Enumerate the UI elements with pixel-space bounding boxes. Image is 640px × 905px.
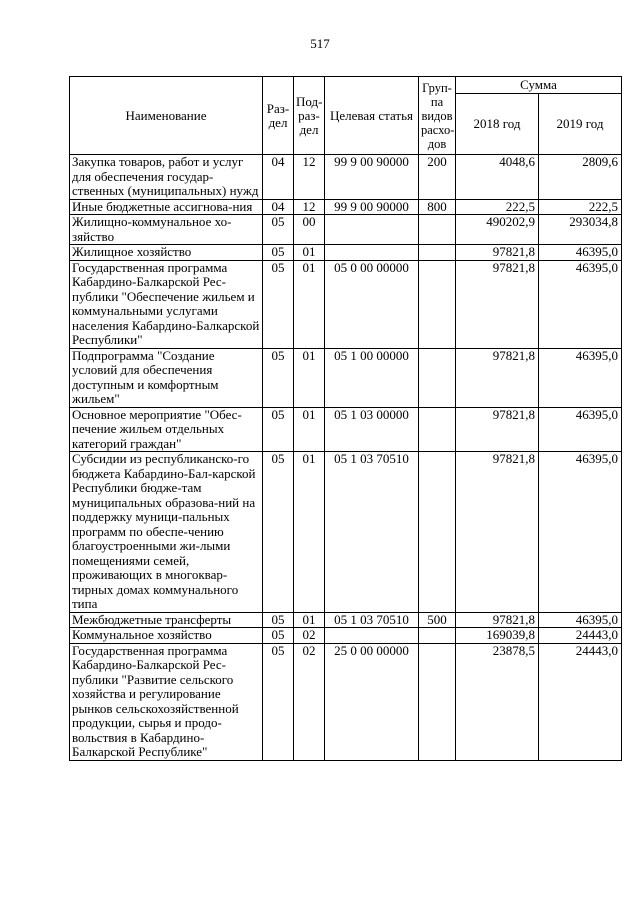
row-subsection: 12 <box>294 155 325 200</box>
page-number: 517 <box>310 36 330 51</box>
table-row <box>70 199 622 215</box>
row-sum-2018: 97821,8 <box>456 245 539 261</box>
row-sum-2019: 46395,0 <box>539 452 622 613</box>
row-subsection: 12 <box>294 199 325 215</box>
row-expense-group: 800 <box>419 199 456 215</box>
row-section: 05 <box>263 245 294 261</box>
row-sum-2018: 490202,9 <box>456 215 539 245</box>
row-target-article: 99 9 00 90000 <box>325 199 419 215</box>
table-body <box>70 155 622 761</box>
row-name: Государственная программа Кабардино-Балкарской Рес-публики "Обеспечение жильем и коммунальными услугами населения Кабардино-Балкарской Республики" <box>70 260 263 348</box>
row-name: Иные бюджетные ассигнова-ния <box>70 199 263 215</box>
table-row <box>70 348 622 407</box>
row-section: 05 <box>263 452 294 613</box>
budget-table <box>69 76 622 761</box>
row-target-article <box>325 215 419 245</box>
row-name: Закупка товаров, работ и услуг для обеспечения государ-ственных (муниципальных) нужд <box>70 155 263 200</box>
row-section: 05 <box>263 612 294 628</box>
row-target-article: 05 1 03 00000 <box>325 407 419 452</box>
row-section: 04 <box>263 155 294 200</box>
row-section: 05 <box>263 643 294 760</box>
row-sum-2019: 24443,0 <box>539 643 622 760</box>
row-sum-2018: 97821,8 <box>456 452 539 613</box>
row-section: 05 <box>263 348 294 407</box>
row-sum-2018: 4048,6 <box>456 155 539 200</box>
row-sum-2019: 46395,0 <box>539 245 622 261</box>
row-target-article: 05 0 00 00000 <box>325 260 419 348</box>
row-expense-group: 200 <box>419 155 456 200</box>
header-target-article: Целевая статья <box>325 77 419 155</box>
row-sum-2018: 97821,8 <box>456 612 539 628</box>
row-section: 05 <box>263 628 294 644</box>
row-sum-2018: 23878,5 <box>456 643 539 760</box>
row-target-article <box>325 628 419 644</box>
row-subsection: 01 <box>294 260 325 348</box>
header-expense-group: Груп-па видов расхо-дов <box>419 77 456 155</box>
row-name: Коммунальное хозяйство <box>70 628 263 644</box>
row-section: 04 <box>263 199 294 215</box>
row-sum-2019: 46395,0 <box>539 612 622 628</box>
row-sum-2018: 97821,8 <box>456 348 539 407</box>
row-subsection: 01 <box>294 612 325 628</box>
header-section: Раз-дел <box>263 77 294 155</box>
row-name: Жилищно-коммунальное хо-зяйство <box>70 215 263 245</box>
row-name: Межбюджетные трансферты <box>70 612 263 628</box>
row-expense-group <box>419 407 456 452</box>
row-subsection: 00 <box>294 215 325 245</box>
row-target-article: 05 1 03 70510 <box>325 612 419 628</box>
row-expense-group <box>419 215 456 245</box>
row-expense-group <box>419 452 456 613</box>
row-sum-2019: 2809,6 <box>539 155 622 200</box>
row-name: Жилищное хозяйство <box>70 245 263 261</box>
table-row <box>70 260 622 348</box>
row-sum-2018: 169039,8 <box>456 628 539 644</box>
table-row <box>70 643 622 760</box>
header-year-2019: 2019 год <box>539 94 622 155</box>
row-subsection: 01 <box>294 348 325 407</box>
header-name: Наименование <box>70 77 263 155</box>
row-sum-2018: 222,5 <box>456 199 539 215</box>
row-sum-2019: 46395,0 <box>539 260 622 348</box>
row-section: 05 <box>263 260 294 348</box>
row-sum-2018: 97821,8 <box>456 260 539 348</box>
row-sum-2018: 97821,8 <box>456 407 539 452</box>
row-subsection: 02 <box>294 643 325 760</box>
row-expense-group <box>419 260 456 348</box>
row-subsection: 01 <box>294 245 325 261</box>
row-sum-2019: 46395,0 <box>539 348 622 407</box>
row-expense-group <box>419 643 456 760</box>
row-subsection: 02 <box>294 628 325 644</box>
table-row <box>70 155 622 200</box>
row-sum-2019: 24443,0 <box>539 628 622 644</box>
row-target-article: 99 9 00 90000 <box>325 155 419 200</box>
row-subsection: 01 <box>294 407 325 452</box>
header-year-2018: 2018 год <box>456 94 539 155</box>
row-sum-2019: 46395,0 <box>539 407 622 452</box>
table-row <box>70 628 622 644</box>
row-section: 05 <box>263 407 294 452</box>
table-row <box>70 245 622 261</box>
row-expense-group <box>419 628 456 644</box>
row-sum-2019: 293034,8 <box>539 215 622 245</box>
row-name: Основное мероприятие "Обес-печение жильем отдельных категорий граждан" <box>70 407 263 452</box>
header-sum: Сумма <box>456 77 622 94</box>
table-row <box>70 407 622 452</box>
row-target-article: 05 1 00 00000 <box>325 348 419 407</box>
table-row <box>70 215 622 245</box>
row-expense-group: 500 <box>419 612 456 628</box>
row-subsection: 01 <box>294 452 325 613</box>
row-sum-2019: 222,5 <box>539 199 622 215</box>
table-row <box>70 452 622 613</box>
row-target-article: 25 0 00 00000 <box>325 643 419 760</box>
table-header <box>70 77 622 155</box>
row-target-article: 05 1 03 70510 <box>325 452 419 613</box>
row-expense-group <box>419 245 456 261</box>
header-subsection: Под-раз-дел <box>294 77 325 155</box>
row-section: 05 <box>263 215 294 245</box>
row-name: Субсидии из республиканско-го бюджета Кабардино-Бал-карской Республики бюдже-там муниципальных образова-ний на поддержку муници-пальных программ по обеспе-чению благоустроенными жи-лыми помещениями семей, проживающих в многоквар-тирных домах коммунального типа <box>70 452 263 613</box>
row-name: Государственная программа Кабардино-Балкарской Рес-публики "Развитие сельского хозяйства и регулирование рынков сельскохозяйственной продукции, сырья и продо-вольствия в Кабардино-Балкарской Республике" <box>70 643 263 760</box>
row-target-article <box>325 245 419 261</box>
row-expense-group <box>419 348 456 407</box>
row-name: Подпрограмма "Создание условий для обеспечения доступным и комфортным жильем" <box>70 348 263 407</box>
table-row <box>70 612 622 628</box>
